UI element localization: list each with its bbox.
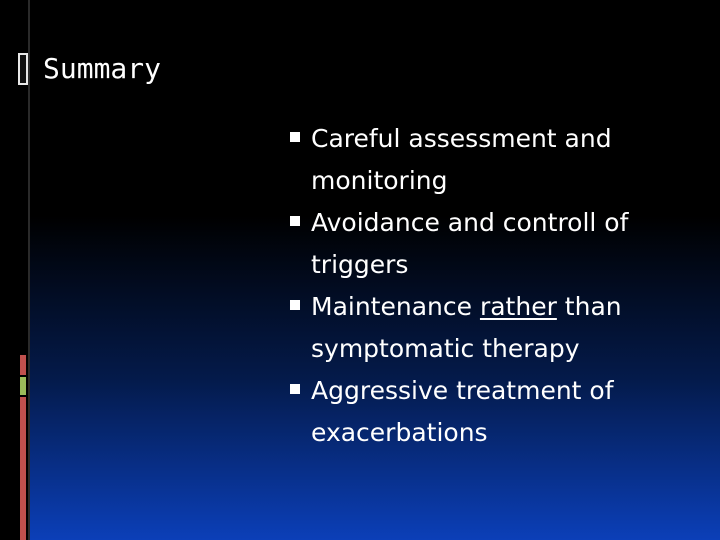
- accent-strip-red-top: [20, 355, 26, 375]
- bullet-item: [289, 286, 689, 370]
- accent-strip-red-bottom: [20, 397, 26, 540]
- bullet-text-underlined: rather: [479, 292, 557, 321]
- bullet-item: [289, 202, 689, 286]
- slide-title: Summary: [43, 52, 162, 85]
- bullet-item: [289, 118, 689, 202]
- square-bullet-icon: [290, 384, 300, 394]
- square-bullet-icon: [290, 216, 300, 226]
- bullet-item: [289, 370, 689, 454]
- bullet-text-post: than symptomatic therapy: [311, 292, 622, 363]
- square-bullet-icon: [290, 132, 300, 142]
- accent-strip-green: [20, 377, 26, 395]
- bullet-text: Careful assessment and monitoring: [311, 124, 612, 195]
- bullet-text: Avoidance and controll of triggers: [311, 208, 629, 279]
- vertical-divider: [28, 0, 30, 540]
- bullet-text: Aggressive treatment of exacerbations: [311, 376, 614, 447]
- title-accent-marker-inner: [20, 55, 26, 83]
- bullet-list: [289, 118, 689, 454]
- bullet-text-pre: Maintenance: [311, 292, 480, 321]
- square-bullet-icon: [290, 300, 300, 310]
